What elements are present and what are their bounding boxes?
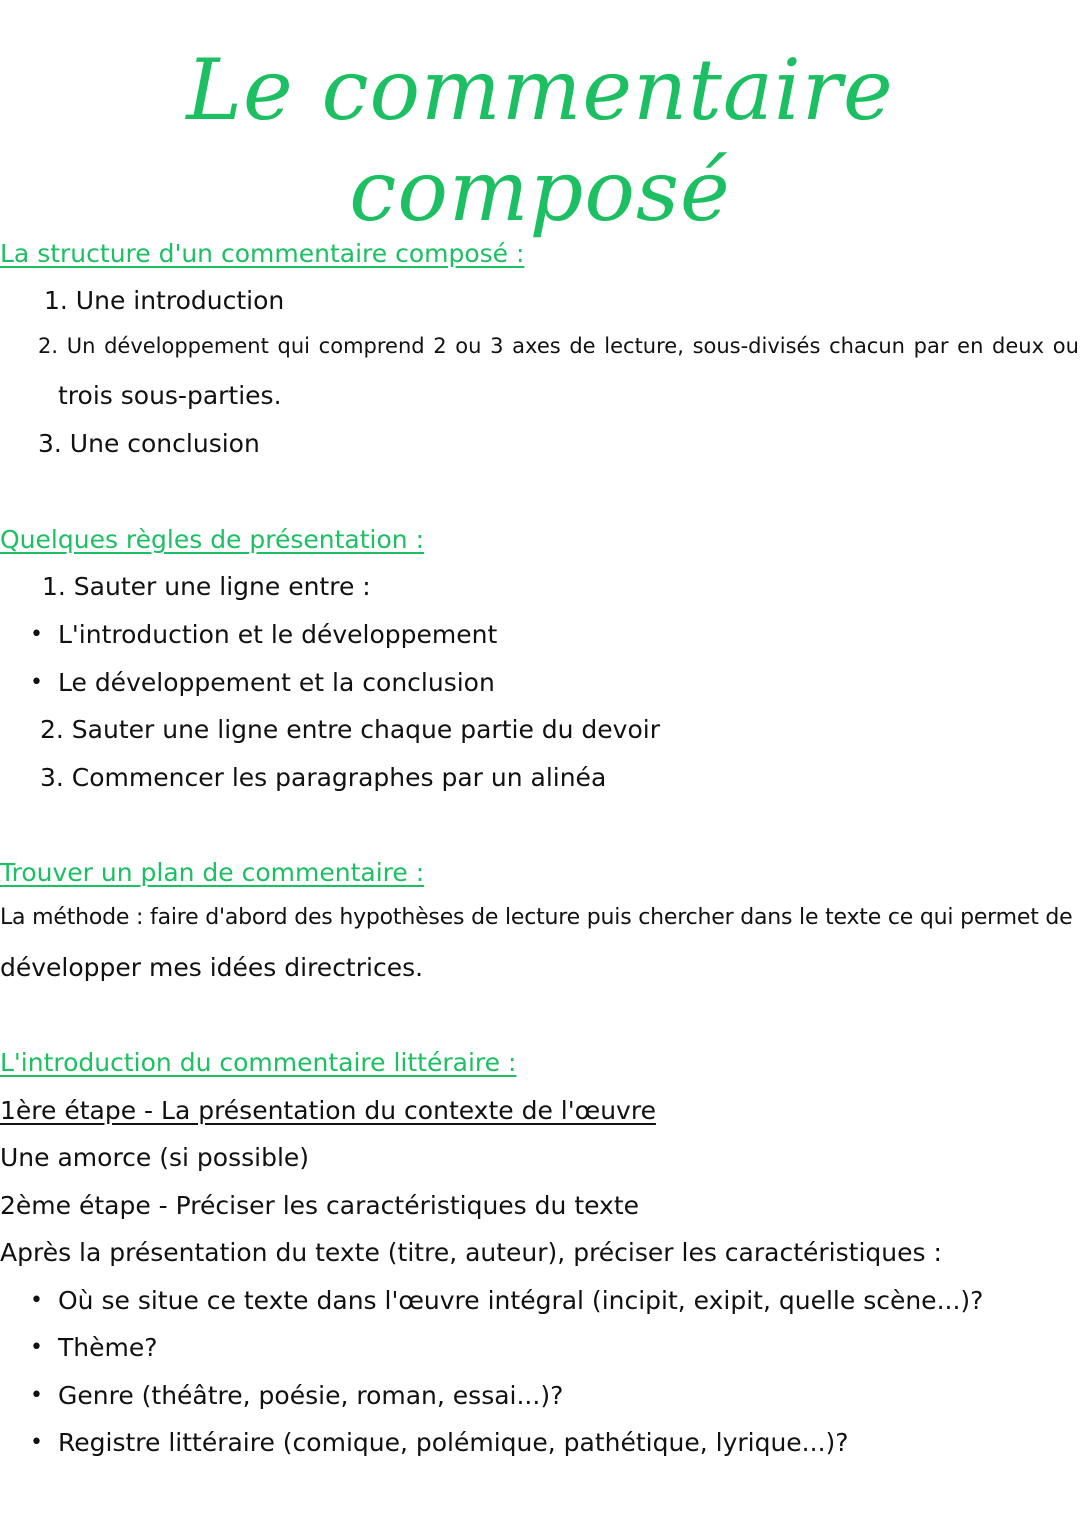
bullet-icon: •	[30, 622, 43, 647]
bullet-icon: •	[30, 1335, 43, 1360]
structure-item-conclusion: 3. Une conclusion	[38, 429, 260, 458]
section-heading-presentation: Quelques règles de présentation :	[0, 525, 424, 554]
presentation-bullet-intro-development: L'introduction et le développement	[58, 620, 498, 649]
section-heading-introduction: L'introduction du commentaire littéraire :	[0, 1048, 517, 1077]
bullet-icon: •	[30, 1383, 43, 1408]
section-heading-structure: La structure d'un commentaire composé :	[0, 239, 525, 268]
presentation-bullet-development-conclusion: Le développement et la conclusion	[58, 668, 495, 697]
bullet-icon: •	[30, 1430, 43, 1455]
bullet-icon: •	[30, 670, 43, 695]
plan-method-line2: développer mes idées directrices.	[0, 953, 424, 982]
intro-step2-text: Après la présentation du texte (titre, auteur), préciser les caractéristiques :	[0, 1238, 942, 1267]
section-heading-plan: Trouver un plan de commentaire :	[0, 858, 425, 887]
plan-method-line1: La méthode : faire d'abord des hypothèses de lecture puis chercher dans le texte ce qui permet de	[0, 905, 1073, 930]
page-title: Le commentaire composé	[186, 41, 894, 240]
intro-step2-heading: 2ème étape - Préciser les caractéristiques du texte	[0, 1191, 640, 1220]
intro-bullet-register: Registre littéraire (comique, polémique, pathétique, lyrique...)?	[58, 1428, 849, 1457]
presentation-item-each-part: 2. Sauter une ligne entre chaque partie du devoir	[40, 715, 660, 744]
intro-bullet-genre: Genre (théâtre, poésie, roman, essai...)?	[58, 1381, 564, 1410]
presentation-item-skip-line: 1. Sauter une ligne entre :	[42, 572, 371, 601]
structure-item-introduction: 1. Une introduction	[44, 286, 285, 315]
intro-step1-text: Une amorce (si possible)	[0, 1143, 310, 1172]
structure-item-development-continued: trois sous-parties.	[58, 381, 282, 410]
intro-bullet-theme: Thème?	[58, 1333, 158, 1362]
bullet-icon: •	[30, 1288, 43, 1313]
intro-bullet-location: Où se situe ce texte dans l'œuvre intégral (incipit, exipit, quelle scène...)?	[58, 1286, 984, 1315]
structure-item-development-text: 2. Un développement qui comprend 2 ou 3 axes de lecture, sous-divisés chacun par en deux ou	[38, 334, 1079, 358]
intro-step1-heading: 1ère étape - La présentation du contexte de l'œuvre	[0, 1096, 656, 1125]
structure-item-development	[38, 334, 1080, 359]
presentation-item-indent: 3. Commencer les paragraphes par un alinéa	[40, 763, 607, 792]
